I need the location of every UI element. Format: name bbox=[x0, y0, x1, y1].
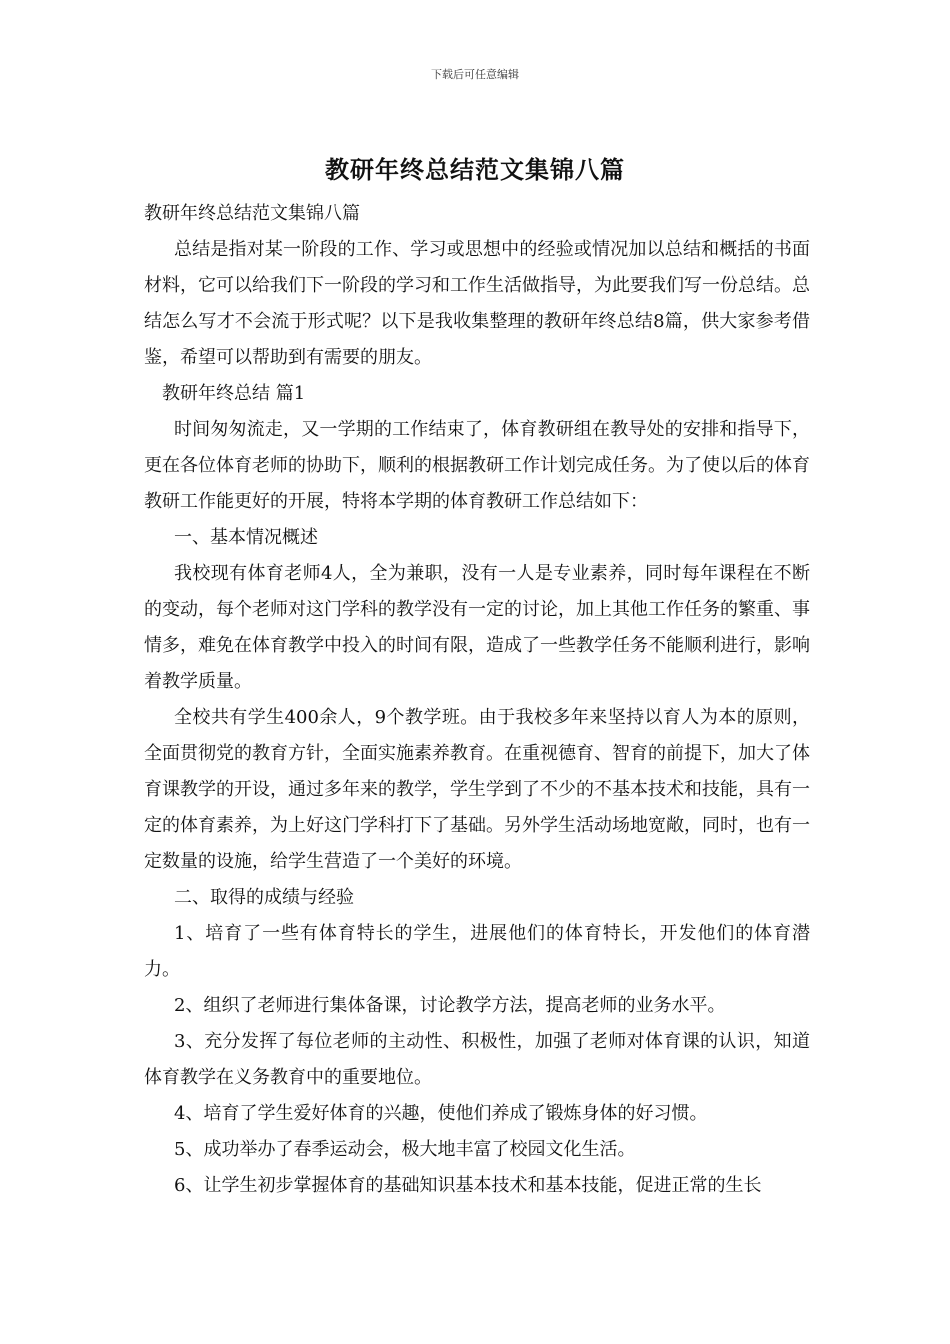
section-heading: 一、基本情况概述 bbox=[174, 527, 318, 548]
paragraph: 全校共有学生400余人，9个教学班。由于我校多年来坚持以育人为本的原则，全面贯彻党的教育方针，全面实施素养教育。在重视德育、智育的前提下，加大了体育课教学的开设，通过多年来的教学，学生学到了不少的不基本技术和技能，具有一定的体育素养，为上好这门学科打下了基础。另外学生活动场地宽敞，同时，也有一定数量的设施，给学生营造了一个美好的环境。 bbox=[144, 707, 810, 872]
list-item: 4、培育了学生爱好体育的兴趣，使他们养成了锻炼身体的好习惯。 bbox=[174, 1103, 708, 1124]
section-heading-part1: 教研年终总结 篇1 bbox=[162, 383, 306, 404]
document-title: 教研年终总结范文集锦八篇 bbox=[325, 155, 625, 184]
paragraph-subtitle: 教研年终总结范文集锦八篇 bbox=[144, 203, 360, 224]
list-item: 6、让学生初步掌握体育的基础知识基本技术和基本技能，促进正常的生长 bbox=[174, 1175, 762, 1196]
list-item: 1、培育了一些有体育特长的学生，进展他们的体育特长，开发他们的体育潜力。 bbox=[144, 923, 810, 980]
paragraph-intro: 总结是指对某一阶段的工作、学习或思想中的经验或情况加以总结和概括的书面材料，它可以给我们下一阶段的学习和工作生活做指导，为此要我们写一份总结。总结怎么写才不会流于形式呢？以下是我收集整理的教研年终总结8篇，供大家参考借鉴，希望可以帮助到有需要的朋友。 bbox=[144, 239, 810, 368]
header-note: 下载后可任意编辑 bbox=[431, 68, 519, 81]
document-body bbox=[144, 196, 810, 1204]
section-heading: 二、取得的成绩与经验 bbox=[174, 887, 354, 908]
list-item: 5、成功举办了春季运动会，极大地丰富了校园文化生活。 bbox=[174, 1139, 636, 1160]
list-item: 2、组织了老师进行集体备课，讨论教学方法，提高老师的业务水平。 bbox=[174, 995, 726, 1016]
paragraph: 我校现有体育老师4人，全为兼职，没有一人是专业素养，同时每年课程在不断的变动，每个老师对这门学科的教学没有一定的讨论，加上其他工作任务的繁重、事情多，难免在体育教学中投入的时间有限，造成了一些教学任务不能顺利进行，影响着教学质量。 bbox=[144, 563, 810, 692]
list-item: 3、充分发挥了每位老师的主动性、积极性，加强了老师对体育课的认识，知道体育教学在义务教育中的重要地位。 bbox=[144, 1031, 810, 1088]
paragraph: 时间匆匆流走，又一学期的工作结束了，体育教研组在教导处的安排和指导下，更在各位体育老师的协助下，顺利的根据教研工作计划完成任务。为了使以后的体育教研工作能更好的开展，特将本学期的体育教研工作总结如下： bbox=[144, 419, 810, 512]
